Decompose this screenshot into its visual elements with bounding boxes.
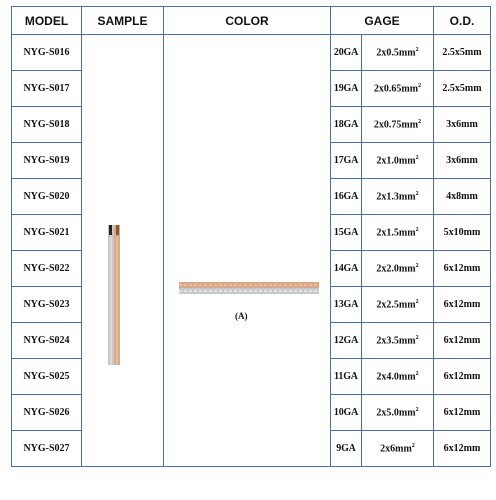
gauge-cell: 14GA bbox=[331, 251, 362, 287]
wire-size-value: 2x2.0mm bbox=[376, 263, 416, 275]
header-model: MODEL bbox=[12, 7, 82, 35]
header-od: O.D. bbox=[434, 7, 491, 35]
gauge-cell: 18GA bbox=[331, 107, 362, 143]
od-cell: 3x6mm bbox=[434, 143, 491, 179]
spec-table bbox=[11, 6, 491, 467]
color-label: (A) bbox=[235, 311, 248, 321]
model-cell: NYG-S019 bbox=[12, 143, 82, 179]
model-cell: NYG-S021 bbox=[12, 215, 82, 251]
od-cell: 6x12mm bbox=[434, 395, 491, 431]
gauge-cell: 10GA bbox=[331, 395, 362, 431]
sample-wire-image bbox=[107, 225, 123, 365]
wire-size-cell bbox=[362, 71, 434, 107]
wire-size-cell bbox=[362, 287, 434, 323]
wire-size-unit-exponent: 2 bbox=[415, 298, 419, 305]
wire-size-unit-exponent: 2 bbox=[418, 118, 422, 125]
wire-size-value: 2x5.0mm bbox=[376, 407, 416, 419]
wire-size-value: 2x0.65mm bbox=[373, 83, 419, 95]
od-cell: 3x6mm bbox=[434, 107, 491, 143]
model-cell: NYG-S023 bbox=[12, 287, 82, 323]
wire-size-cell bbox=[362, 35, 434, 71]
wire-size-value: 2x2.5mm bbox=[376, 299, 416, 311]
wire-size-value: 2x0.5mm bbox=[376, 47, 416, 59]
gauge-cell: 17GA bbox=[331, 143, 362, 179]
wire-size-value: 2x6mm bbox=[380, 443, 412, 455]
wire-size-unit-exponent: 2 bbox=[415, 370, 419, 377]
wire-size-cell bbox=[362, 359, 434, 395]
wire-size-unit-exponent: 2 bbox=[418, 82, 422, 89]
gauge-cell: 19GA bbox=[331, 71, 362, 107]
wire-size-value: 2x1.5mm bbox=[376, 227, 416, 239]
od-cell: 6x12mm bbox=[434, 251, 491, 287]
wire-size-value: 2x4.0mm bbox=[376, 371, 416, 383]
color-cell bbox=[164, 35, 331, 467]
od-cell: 6x12mm bbox=[434, 431, 491, 467]
wire-size-unit-exponent: 2 bbox=[415, 406, 419, 413]
wire-size-unit-exponent: 2 bbox=[415, 154, 419, 161]
od-cell: 4x8mm bbox=[434, 179, 491, 215]
table-row bbox=[12, 35, 491, 71]
wire-size-cell bbox=[362, 431, 434, 467]
header-color: COLOR bbox=[164, 7, 331, 35]
od-cell: 5x10mm bbox=[434, 215, 491, 251]
model-cell: NYG-S020 bbox=[12, 179, 82, 215]
od-cell: 2.5x5mm bbox=[434, 71, 491, 107]
sample-cell bbox=[82, 35, 164, 467]
wire-size-cell bbox=[362, 395, 434, 431]
wire-size-unit-exponent: 2 bbox=[415, 334, 419, 341]
wire-size-unit-exponent: 2 bbox=[411, 442, 415, 449]
gauge-cell: 15GA bbox=[331, 215, 362, 251]
model-cell: NYG-S025 bbox=[12, 359, 82, 395]
gauge-cell: 13GA bbox=[331, 287, 362, 323]
gauge-cell: 11GA bbox=[331, 359, 362, 395]
header-gage: GAGE bbox=[331, 7, 434, 35]
wire-size-unit-exponent: 2 bbox=[415, 46, 419, 53]
header-sample: SAMPLE bbox=[82, 7, 164, 35]
header-row bbox=[12, 7, 491, 35]
wire-size-cell bbox=[362, 323, 434, 359]
model-cell: NYG-S017 bbox=[12, 71, 82, 107]
gauge-cell: 12GA bbox=[331, 323, 362, 359]
wire-size-unit-exponent: 2 bbox=[415, 190, 419, 197]
gauge-cell: 9GA bbox=[331, 431, 362, 467]
od-cell: 6x12mm bbox=[434, 287, 491, 323]
wire-size-cell bbox=[362, 107, 434, 143]
wire-size-unit-exponent: 2 bbox=[415, 262, 419, 269]
wire-size-value: 2x3.5mm bbox=[376, 335, 416, 347]
wire-size-cell bbox=[362, 179, 434, 215]
model-cell: NYG-S027 bbox=[12, 431, 82, 467]
wire-size-cell bbox=[362, 143, 434, 179]
od-cell: 6x12mm bbox=[434, 359, 491, 395]
wire-size-value: 2x1.0mm bbox=[376, 155, 416, 167]
wire-size-value: 2x1.3mm bbox=[376, 191, 416, 203]
gauge-cell: 20GA bbox=[331, 35, 362, 71]
od-cell: 6x12mm bbox=[434, 323, 491, 359]
model-cell: NYG-S024 bbox=[12, 323, 82, 359]
gauge-cell: 16GA bbox=[331, 179, 362, 215]
model-cell: NYG-S026 bbox=[12, 395, 82, 431]
wire-size-cell bbox=[362, 251, 434, 287]
wire-size-cell bbox=[362, 215, 434, 251]
od-cell: 2.5x5mm bbox=[434, 35, 491, 71]
color-wire-image bbox=[179, 280, 319, 298]
model-cell: NYG-S022 bbox=[12, 251, 82, 287]
wire-size-value: 2x0.75mm bbox=[373, 119, 419, 131]
model-cell: NYG-S018 bbox=[12, 107, 82, 143]
wire-size-unit-exponent: 2 bbox=[415, 226, 419, 233]
model-cell: NYG-S016 bbox=[12, 35, 82, 71]
